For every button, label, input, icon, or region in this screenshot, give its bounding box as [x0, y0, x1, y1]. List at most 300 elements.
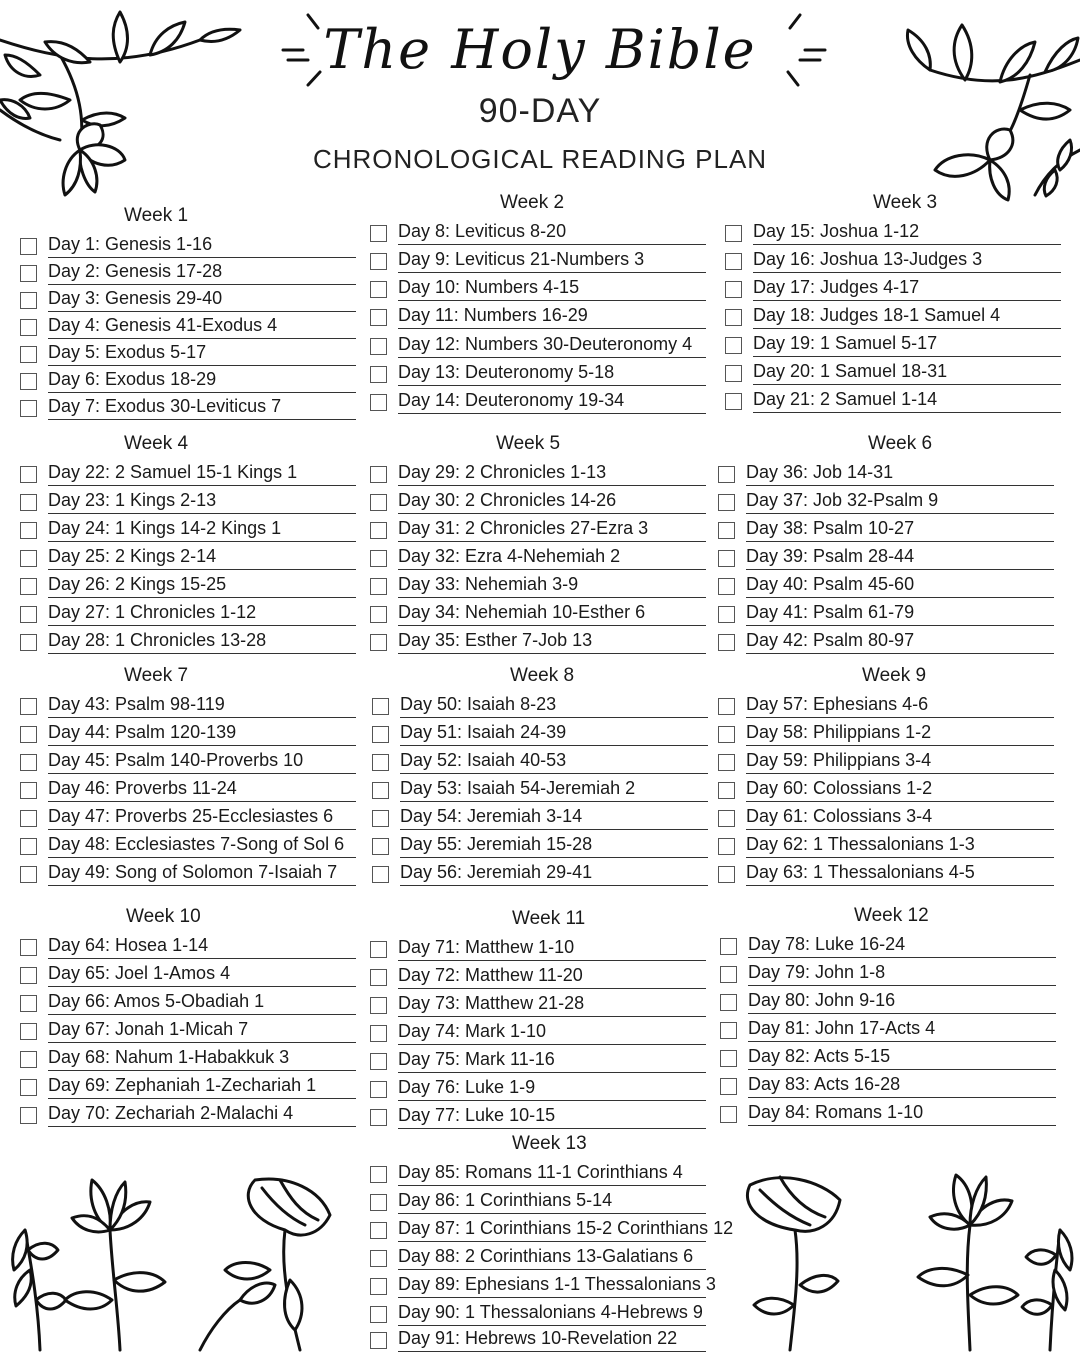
day-entry: Day 59: Philippians 3-4 — [746, 747, 1054, 774]
day-entry: Day 53: Isaiah 54-Jeremiah 2 — [400, 775, 708, 802]
day-checkbox[interactable] — [20, 319, 37, 336]
reading-row[interactable] — [718, 859, 1054, 887]
day-entry: Day 45: Psalm 140-Proverbs 10 — [48, 747, 356, 774]
reading-row[interactable] — [725, 218, 1061, 246]
day-entry: Day 17: Judges 4-17 — [753, 274, 1061, 301]
day-checkbox[interactable] — [370, 281, 387, 298]
reading-row[interactable] — [370, 359, 706, 387]
day-entry: Day 26: 2 Kings 15-25 — [48, 571, 356, 598]
day-checkbox[interactable] — [718, 466, 735, 483]
day-checkbox[interactable] — [370, 1306, 387, 1323]
day-checkbox[interactable] — [372, 810, 389, 827]
day-checkbox[interactable] — [20, 1079, 37, 1096]
reading-row[interactable] — [720, 959, 1056, 987]
day-checkbox[interactable] — [718, 838, 735, 855]
day-checkbox[interactable] — [372, 726, 389, 743]
day-checkbox[interactable] — [372, 754, 389, 771]
reading-row[interactable] — [718, 487, 1054, 515]
day-checkbox[interactable] — [20, 782, 37, 799]
day-checkbox[interactable] — [725, 253, 742, 270]
day-entry: Day 19: 1 Samuel 5-17 — [753, 330, 1061, 357]
reading-row[interactable] — [20, 859, 356, 887]
day-entry: Day 68: Nahum 1-Habakkuk 3 — [48, 1044, 356, 1071]
day-entry: Day 48: Ecclesiastes 7-Song of Sol 6 — [48, 831, 356, 858]
week-heading: Week 6 — [868, 433, 933, 454]
day-checkbox[interactable] — [718, 634, 735, 651]
day-entry: Day 89: Ephesians 1-1 Thessalonians 3 — [398, 1271, 706, 1298]
day-checkbox[interactable] — [20, 698, 37, 715]
week-block — [718, 433, 1054, 658]
day-checkbox[interactable] — [718, 550, 735, 567]
day-entry: Day 47: Proverbs 25-Ecclesiastes 6 — [48, 803, 356, 830]
day-entry: Day 13: Deuteronomy 5-18 — [398, 359, 706, 386]
reading-row[interactable] — [718, 775, 1054, 803]
day-entry: Day 15: Joshua 1-12 — [753, 218, 1061, 245]
reading-row[interactable] — [370, 331, 706, 359]
reading-row[interactable] — [20, 571, 356, 599]
reading-row[interactable] — [370, 1159, 706, 1187]
day-checkbox[interactable] — [20, 606, 37, 623]
day-checkbox[interactable] — [372, 698, 389, 715]
reading-row[interactable] — [20, 366, 356, 394]
week-block — [370, 908, 706, 1133]
reading-row[interactable] — [20, 932, 356, 960]
day-checkbox[interactable] — [20, 726, 37, 743]
reading-row[interactable] — [370, 1271, 716, 1299]
reading-row[interactable] — [720, 1099, 1056, 1127]
reading-row[interactable] — [720, 931, 1056, 959]
day-checkbox[interactable] — [718, 866, 735, 883]
reading-row[interactable] — [20, 1016, 356, 1044]
reading-row[interactable] — [370, 1325, 706, 1349]
reading-row[interactable] — [718, 691, 1054, 719]
day-checkbox[interactable] — [370, 969, 387, 986]
day-checkbox[interactable] — [20, 967, 37, 984]
week-block — [370, 433, 706, 658]
reading-row[interactable] — [718, 599, 1054, 627]
day-entry: Day 34: Nehemiah 10-Esther 6 — [398, 599, 706, 626]
reading-row[interactable] — [370, 1243, 706, 1271]
day-checkbox[interactable] — [372, 782, 389, 799]
week-heading: Week 3 — [873, 192, 938, 213]
day-entry: Day 40: Psalm 45-60 — [746, 571, 1054, 598]
day-entry: Day 85: Romans 11-1 Corinthians 4 — [398, 1159, 706, 1186]
reading-row[interactable] — [20, 339, 356, 367]
day-checkbox[interactable] — [370, 253, 387, 270]
reading-row[interactable] — [370, 962, 706, 990]
week-block — [20, 433, 356, 658]
reading-row[interactable] — [718, 515, 1054, 543]
day-entry: Day 83: Acts 16-28 — [748, 1071, 1056, 1098]
day-checkbox[interactable] — [725, 365, 742, 382]
reading-row[interactable] — [720, 987, 1056, 1015]
reading-row[interactable] — [725, 330, 1061, 358]
day-checkbox[interactable] — [370, 522, 387, 539]
week-block — [720, 905, 1056, 1130]
day-checkbox[interactable] — [718, 606, 735, 623]
day-checkbox[interactable] — [370, 1250, 387, 1267]
week-heading: Week 8 — [510, 665, 575, 686]
day-checkbox[interactable] — [370, 1053, 387, 1070]
reading-row[interactable] — [20, 1072, 356, 1100]
week-heading: Week 11 — [512, 908, 586, 929]
reading-row[interactable] — [718, 747, 1054, 775]
reading-row[interactable] — [20, 487, 356, 515]
week-block — [20, 906, 356, 1131]
day-entry: Day 87: 1 Corinthians 15-2 Corinthians 12 — [398, 1215, 706, 1242]
reading-row[interactable] — [370, 571, 706, 599]
reading-row[interactable] — [725, 246, 1061, 274]
reading-row[interactable] — [20, 747, 356, 775]
reading-row[interactable] — [370, 543, 706, 571]
reading-row[interactable] — [372, 775, 708, 803]
day-checkbox[interactable] — [370, 494, 387, 511]
reading-row[interactable] — [20, 627, 356, 655]
day-entry: Day 90: 1 Thessalonians 4-Hebrews 9 — [398, 1299, 706, 1326]
day-entry: Day 11: Numbers 16-29 — [398, 302, 706, 329]
week-heading: Week 4 — [124, 433, 189, 454]
reading-row[interactable] — [20, 775, 356, 803]
week-block — [718, 665, 1054, 890]
day-entry: Day 79: John 1-8 — [748, 959, 1056, 986]
day-entry: Day 24: 1 Kings 14-2 Kings 1 — [48, 515, 356, 542]
day-entry: Day 63: 1 Thessalonians 4-5 — [746, 859, 1054, 886]
reading-row[interactable] — [20, 599, 356, 627]
day-entry: Day 54: Jeremiah 3-14 — [400, 803, 708, 830]
reading-row[interactable] — [725, 386, 1061, 414]
week-block — [725, 192, 1061, 417]
day-checkbox[interactable] — [718, 810, 735, 827]
reading-row[interactable] — [718, 543, 1054, 571]
day-entry: Day 41: Psalm 61-79 — [746, 599, 1054, 626]
day-checkbox[interactable] — [20, 1023, 37, 1040]
day-entry: Day 82: Acts 5-15 — [748, 1043, 1056, 1070]
week-heading: Week 5 — [496, 433, 561, 454]
day-entry: Day 4: Genesis 41-Exodus 4 — [48, 312, 356, 339]
reading-row[interactable] — [372, 691, 708, 719]
day-entry: Day 71: Matthew 1-10 — [398, 934, 706, 961]
day-checkbox[interactable] — [370, 338, 387, 355]
reading-row[interactable] — [20, 1044, 356, 1072]
day-entry: Day 56: Jeremiah 29-41 — [400, 859, 708, 886]
day-entry: Day 60: Colossians 1-2 — [746, 775, 1054, 802]
day-checkbox[interactable] — [20, 995, 37, 1012]
week-block — [372, 665, 708, 890]
day-entry: Day 20: 1 Samuel 18-31 — [753, 358, 1061, 385]
reading-row[interactable] — [370, 246, 706, 274]
day-checkbox[interactable] — [370, 550, 387, 567]
reading-row[interactable] — [370, 459, 706, 487]
week-heading: Week 12 — [854, 905, 929, 926]
week-block — [370, 1133, 734, 1349]
reading-row[interactable] — [20, 258, 356, 286]
day-entry: Day 74: Mark 1-10 — [398, 1018, 706, 1045]
reading-row[interactable] — [718, 831, 1054, 859]
reading-row[interactable] — [372, 719, 708, 747]
reading-row[interactable] — [720, 1043, 1056, 1071]
day-checkbox[interactable] — [20, 265, 37, 282]
week-heading: Week 13 — [512, 1133, 587, 1154]
page-title: The Holy Bible — [323, 18, 757, 81]
day-checkbox[interactable] — [370, 1081, 387, 1098]
day-checkbox[interactable] — [20, 466, 37, 483]
reading-row[interactable] — [370, 1187, 706, 1215]
day-checkbox[interactable] — [20, 346, 37, 363]
day-checkbox[interactable] — [20, 939, 37, 956]
day-checkbox[interactable] — [20, 238, 37, 255]
reading-row[interactable] — [20, 515, 356, 543]
reading-row[interactable] — [725, 274, 1061, 302]
reading-row[interactable] — [370, 487, 706, 515]
reading-row[interactable] — [370, 1018, 706, 1046]
day-entry: Day 81: John 17-Acts 4 — [748, 1015, 1056, 1042]
day-entry: Day 57: Ephesians 4-6 — [746, 691, 1054, 718]
day-checkbox[interactable] — [20, 550, 37, 567]
day-entry: Day 33: Nehemiah 3-9 — [398, 571, 706, 598]
day-checkbox[interactable] — [20, 866, 37, 883]
reading-row[interactable] — [718, 719, 1054, 747]
day-entry: Day 6: Exodus 18-29 — [48, 366, 356, 393]
reading-row[interactable] — [718, 459, 1054, 487]
reading-row[interactable] — [20, 960, 356, 988]
reading-row[interactable] — [370, 218, 706, 246]
day-entry: Day 62: 1 Thessalonians 1-3 — [746, 831, 1054, 858]
day-checkbox[interactable] — [20, 1107, 37, 1124]
reading-row[interactable] — [725, 358, 1061, 386]
day-checkbox[interactable] — [370, 1194, 387, 1211]
reading-row[interactable] — [20, 285, 356, 313]
reading-row[interactable] — [20, 691, 356, 719]
reading-row[interactable] — [720, 1015, 1056, 1043]
day-checkbox[interactable] — [725, 393, 742, 410]
reading-row[interactable] — [372, 747, 708, 775]
reading-row[interactable] — [20, 459, 356, 487]
day-checkbox[interactable] — [370, 1332, 387, 1349]
day-checkbox[interactable] — [370, 941, 387, 958]
day-entry: Day 8: Leviticus 8-20 — [398, 218, 706, 245]
day-checkbox[interactable] — [372, 838, 389, 855]
day-checkbox[interactable] — [20, 522, 37, 539]
reading-row[interactable] — [370, 515, 706, 543]
day-entry: Day 69: Zephaniah 1-Zechariah 1 — [48, 1072, 356, 1099]
day-checkbox[interactable] — [20, 1051, 37, 1068]
plan-name: CHRONOLOGICAL READING PLAN — [312, 144, 768, 174]
day-checkbox[interactable] — [370, 634, 387, 651]
day-entry: Day 55: Jeremiah 15-28 — [400, 831, 708, 858]
day-checkbox[interactable] — [370, 1109, 387, 1126]
day-entry: Day 5: Exodus 5-17 — [48, 339, 356, 366]
reading-row[interactable] — [372, 859, 708, 887]
day-entry: Day 2: Genesis 17-28 — [48, 258, 356, 285]
bottom-left-floral-icon — [0, 1160, 360, 1350]
day-entry: Day 12: Numbers 30-Deuteronomy 4 — [398, 331, 706, 358]
day-checkbox[interactable] — [370, 394, 387, 411]
day-checkbox[interactable] — [720, 1106, 737, 1123]
day-checkbox[interactable] — [720, 938, 737, 955]
day-entry: Day 27: 1 Chronicles 1-12 — [48, 599, 356, 626]
day-checkbox[interactable] — [718, 698, 735, 715]
day-checkbox[interactable] — [370, 225, 387, 242]
reading-row[interactable] — [20, 543, 356, 571]
week-heading: Week 2 — [500, 192, 565, 213]
reading-row[interactable] — [370, 1074, 706, 1102]
day-entry: Day 61: Colossians 3-4 — [746, 803, 1054, 830]
reading-row[interactable] — [372, 831, 708, 859]
day-checkbox[interactable] — [20, 754, 37, 771]
day-entry: Day 51: Isaiah 24-39 — [400, 719, 708, 746]
reading-row[interactable] — [370, 1215, 734, 1243]
day-entry: Day 3: Genesis 29-40 — [48, 285, 356, 312]
reading-row[interactable] — [370, 990, 706, 1018]
day-entry: Day 78: Luke 16-24 — [748, 931, 1056, 958]
reading-row[interactable] — [370, 274, 706, 302]
week-heading: Week 7 — [124, 665, 189, 686]
day-checkbox[interactable] — [720, 994, 737, 1011]
day-entry: Day 65: Joel 1-Amos 4 — [48, 960, 356, 987]
day-checkbox[interactable] — [370, 606, 387, 623]
day-entry: Day 22: 2 Samuel 15-1 Kings 1 — [48, 459, 356, 486]
day-entry: Day 46: Proverbs 11-24 — [48, 775, 356, 802]
day-entry: Day 16: Joshua 13-Judges 3 — [753, 246, 1061, 273]
day-entry: Day 88: 2 Corinthians 13-Galatians 6 — [398, 1243, 706, 1270]
day-entry: Day 23: 1 Kings 2-13 — [48, 487, 356, 514]
day-checkbox[interactable] — [370, 578, 387, 595]
day-checkbox[interactable] — [718, 782, 735, 799]
reading-row[interactable] — [370, 599, 706, 627]
day-checkbox[interactable] — [370, 1166, 387, 1183]
day-entry: Day 52: Isaiah 40-53 — [400, 747, 708, 774]
reading-row[interactable] — [20, 1100, 356, 1128]
day-entry: Day 38: Psalm 10-27 — [746, 515, 1054, 542]
day-checkbox[interactable] — [20, 838, 37, 855]
day-checkbox[interactable] — [370, 1278, 387, 1295]
reading-row[interactable] — [20, 393, 356, 421]
day-entry: Day 25: 2 Kings 2-14 — [48, 543, 356, 570]
day-entry: Day 42: Psalm 80-97 — [746, 627, 1054, 654]
day-entry: Day 31: 2 Chronicles 27-Ezra 3 — [398, 515, 706, 542]
day-entry: Day 1: Genesis 1-16 — [48, 231, 356, 258]
reading-row[interactable] — [370, 1046, 706, 1074]
reading-row[interactable] — [370, 1299, 706, 1327]
reading-row[interactable] — [718, 571, 1054, 599]
top-left-floral-icon — [0, 0, 250, 200]
day-entry: Day 44: Psalm 120-139 — [48, 719, 356, 746]
week-heading: Week 9 — [862, 665, 927, 686]
reading-row[interactable] — [370, 387, 706, 415]
day-entry: Day 64: Hosea 1-14 — [48, 932, 356, 959]
day-entry: Day 76: Luke 1-9 — [398, 1074, 706, 1101]
top-right-floral-icon — [870, 0, 1080, 200]
day-checkbox[interactable] — [725, 309, 742, 326]
day-checkbox[interactable] — [720, 1022, 737, 1039]
day-checkbox[interactable] — [20, 292, 37, 309]
reading-row[interactable] — [718, 627, 1054, 655]
day-entry: Day 73: Matthew 21-28 — [398, 990, 706, 1017]
day-checkbox[interactable] — [20, 373, 37, 390]
day-entry: Day 84: Romans 1-10 — [748, 1099, 1056, 1126]
day-entry: Day 21: 2 Samuel 1-14 — [753, 386, 1061, 413]
reading-row[interactable] — [370, 302, 706, 330]
day-checkbox[interactable] — [20, 578, 37, 595]
reading-row[interactable] — [718, 803, 1054, 831]
day-entry: Day 75: Mark 11-16 — [398, 1046, 706, 1073]
day-entry: Day 14: Deuteronomy 19-34 — [398, 387, 706, 414]
day-entry: Day 35: Esther 7-Job 13 — [398, 627, 706, 654]
day-checkbox[interactable] — [20, 400, 37, 417]
reading-row[interactable] — [372, 803, 708, 831]
day-entry: Day 7: Exodus 30-Leviticus 7 — [48, 393, 356, 420]
day-checkbox[interactable] — [370, 366, 387, 383]
reading-row[interactable] — [370, 627, 706, 655]
day-checkbox[interactable] — [372, 866, 389, 883]
day-entry: Day 9: Leviticus 21-Numbers 3 — [398, 246, 706, 273]
day-checkbox[interactable] — [20, 494, 37, 511]
day-entry: Day 72: Matthew 11-20 — [398, 962, 706, 989]
day-checkbox[interactable] — [20, 634, 37, 651]
day-checkbox[interactable] — [370, 997, 387, 1014]
day-checkbox[interactable] — [725, 281, 742, 298]
day-entry: Day 67: Jonah 1-Micah 7 — [48, 1016, 356, 1043]
week-heading: Week 10 — [126, 906, 201, 927]
day-entry: Day 28: 1 Chronicles 13-28 — [48, 627, 356, 654]
day-checkbox[interactable] — [725, 337, 742, 354]
day-entry: Day 29: 2 Chronicles 1-13 — [398, 459, 706, 486]
reading-row[interactable] — [720, 1071, 1056, 1099]
reading-row[interactable] — [20, 831, 356, 859]
reading-row[interactable] — [20, 988, 356, 1016]
reading-row[interactable] — [370, 934, 706, 962]
day-checkbox[interactable] — [718, 726, 735, 743]
reading-row[interactable] — [725, 302, 1061, 330]
day-entry: Day 91: Hebrews 10-Revelation 22 — [398, 1325, 706, 1352]
day-checkbox[interactable] — [370, 466, 387, 483]
day-checkbox[interactable] — [720, 966, 737, 983]
day-entry: Day 86: 1 Corinthians 5-14 — [398, 1187, 706, 1214]
bottom-right-floral-icon — [730, 1155, 1080, 1350]
reading-row[interactable] — [370, 1102, 706, 1130]
day-entry: Day 36: Job 14-31 — [746, 459, 1054, 486]
day-checkbox[interactable] — [370, 309, 387, 326]
day-entry: Day 18: Judges 18-1 Samuel 4 — [753, 302, 1061, 329]
day-checkbox[interactable] — [370, 1025, 387, 1042]
day-entry: Day 49: Song of Solomon 7-Isaiah 7 — [48, 859, 356, 886]
day-checkbox[interactable] — [725, 225, 742, 242]
day-checkbox[interactable] — [20, 810, 37, 827]
week-heading: Week 1 — [124, 205, 189, 226]
day-checkbox[interactable] — [718, 754, 735, 771]
day-entry: Day 66: Amos 5-Obadiah 1 — [48, 988, 356, 1015]
day-checkbox[interactable] — [720, 1078, 737, 1095]
reading-row[interactable] — [20, 803, 356, 831]
reading-row[interactable] — [20, 231, 356, 259]
day-checkbox[interactable] — [370, 1222, 387, 1239]
day-checkbox[interactable] — [720, 1050, 737, 1067]
reading-row[interactable] — [20, 312, 356, 340]
day-checkbox[interactable] — [718, 578, 735, 595]
day-entry: Day 70: Zechariah 2-Malachi 4 — [48, 1100, 356, 1127]
week-block — [370, 192, 706, 417]
day-entry: Day 50: Isaiah 8-23 — [400, 691, 708, 718]
day-entry: Day 43: Psalm 98-119 — [48, 691, 356, 718]
day-entry: Day 39: Psalm 28-44 — [746, 543, 1054, 570]
day-entry: Day 30: 2 Chronicles 14-26 — [398, 487, 706, 514]
day-entry: Day 58: Philippians 1-2 — [746, 719, 1054, 746]
reading-row[interactable] — [20, 719, 356, 747]
day-checkbox[interactable] — [718, 522, 735, 539]
day-checkbox[interactable] — [718, 494, 735, 511]
page-subtitle: 90-DAY — [478, 92, 602, 130]
day-entry: Day 37: Job 32-Psalm 9 — [746, 487, 1054, 514]
